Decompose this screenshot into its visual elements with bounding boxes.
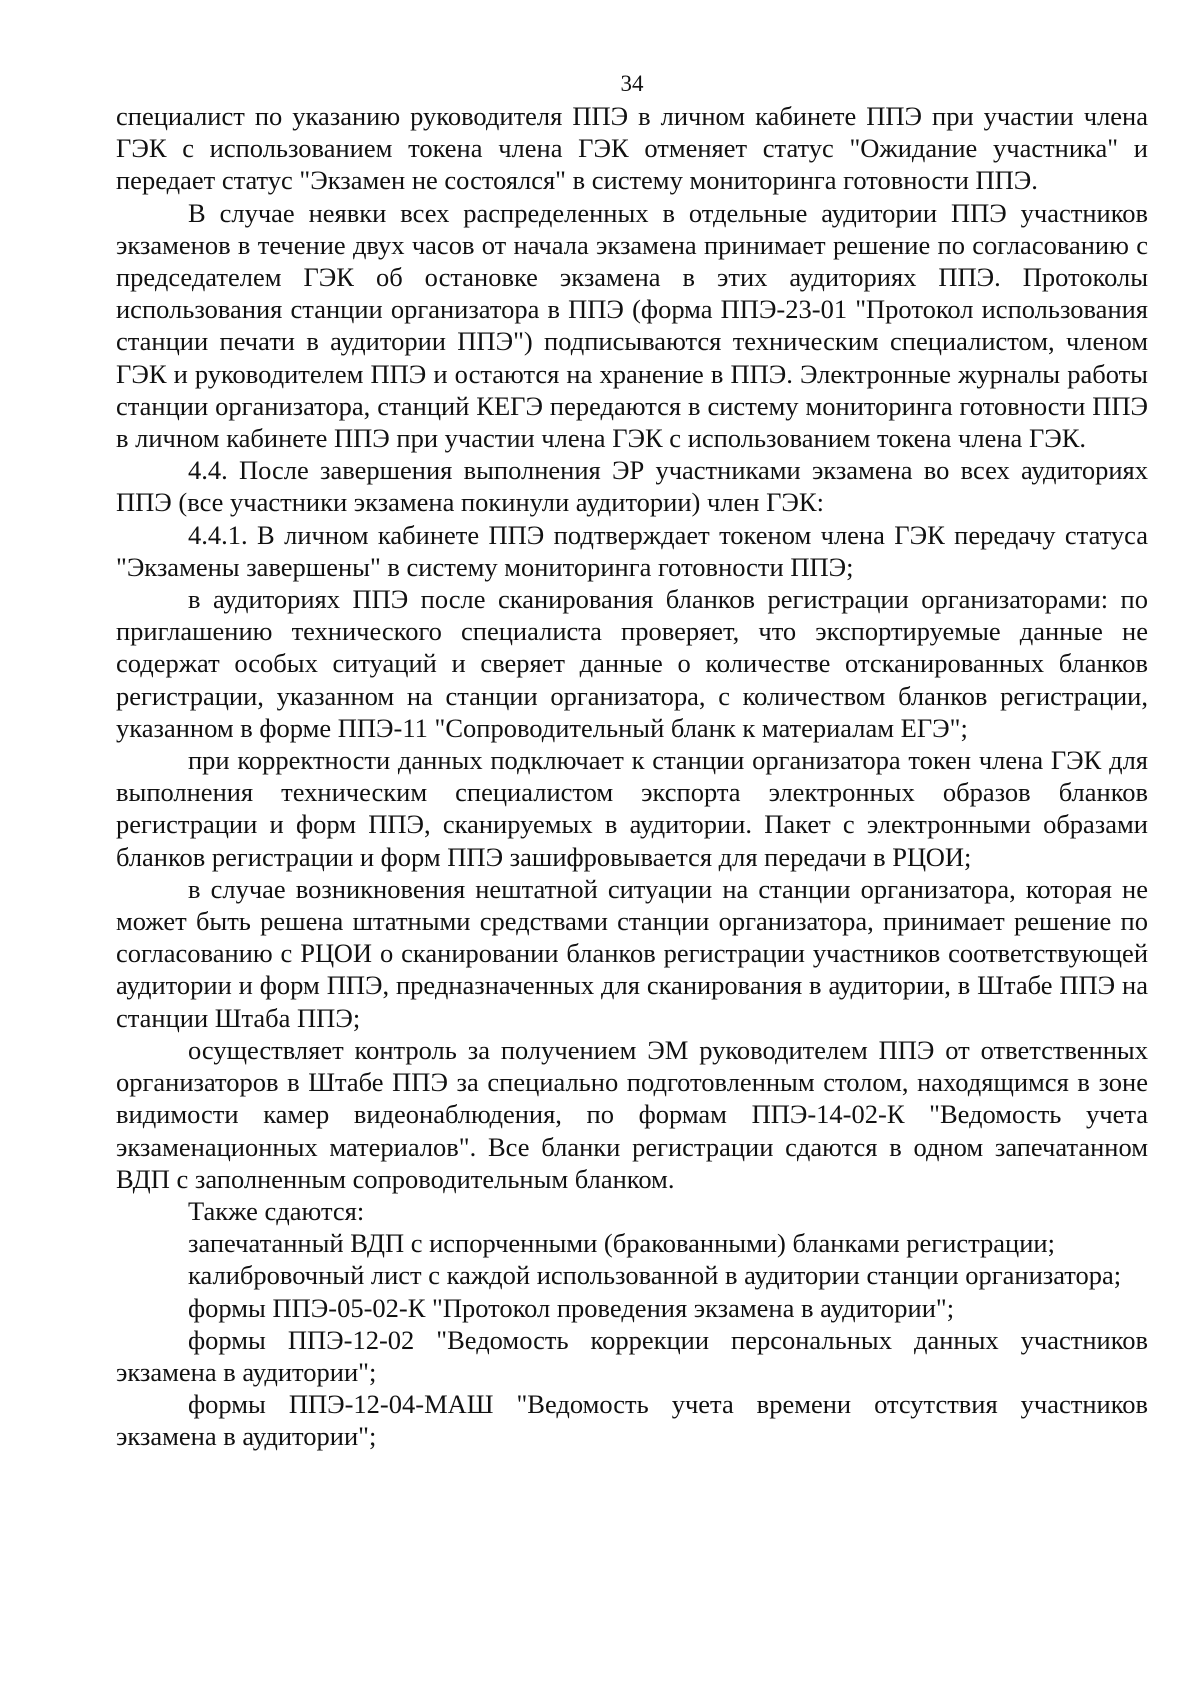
paragraph-8: осуществляет контроль за получением ЭМ руководителем ППЭ от ответственных организаторов в Штабе ППЭ за специально подготовленным столом, находящимся в зоне видимости камер видеонаблюдения, по формам ППЭ-14-02-К "Ведомость учета экзаменационных материалов". Все бланки регистрации сдаются в одном запечатанном ВДП с заполненным сопроводительным бланком. [116,1034,1148,1194]
document-body [116,100,1148,1453]
paragraph-4: 4.4.1. В личном кабинете ППЭ подтверждает токеном члена ГЭК передачу статуса "Экзамены завершены" в систему мониторинга готовности ППЭ; [116,519,1148,582]
paragraph-7: в случае возникновения нештатной ситуации на станции организатора, которая не может быть решена штатными средствами станции организатора, принимает решение по согласованию с РЦОИ о сканировании бланков регистрации участников соответствующей аудитории и форм ППЭ, предназначенных для сканирования в аудитории, в Штабе ППЭ на станции Штаба ППЭ; [116,873,1148,1033]
page-number: 34 [620,71,644,96]
paragraph-9: Также сдаются: [188,1195,365,1226]
paragraph-5: в аудиториях ППЭ после сканирования бланков регистрации организаторами: по приглашению технического специалиста проверяет, что экспортируемые данные не содержат особых ситуаций и сверяет данные о количестве отсканированных бланков регистрации, указанном на станции организатора, с количеством бланков регистрации, указанном в форме ППЭ-11 "Сопроводительный бланк к материалам ЕГЭ"; [116,584,1148,743]
paragraph-1: специалист по указанию руководителя ППЭ в личном кабинете ППЭ при участии члена ГЭК с использованием токена члена ГЭК отменяет статус "Ожидание участника" и передает статус "Экзамен не состоялся" в систему мониторинга готовности ППЭ. [116,101,1148,196]
paragraph-6: при корректности данных подключает к станции организатора токен члена ГЭК для выполнения техническим специалистом экспорта электронных образов бланков регистрации и форм ППЭ, сканируемых в аудитории. Пакет с электронными образами бланков регистрации и форм ППЭ зашифровывается для передачи в РЦОИ; [116,745,1148,872]
paragraph-13: формы ППЭ-12-02 "Ведомость коррекции персональных данных участников экзамена в аудитории"; [116,1324,1148,1387]
paragraph-14: формы ППЭ-12-04-МАШ "Ведомость учета времени отсутствия участников экзамена в аудитории"; [116,1389,1148,1452]
paragraph-2: В случае неявки всех распределенных в отдельные аудитории ППЭ участников экзаменов в течение двух часов от начала экзамена принимает решение по согласованию с председателем ГЭК об остановке экзамена в этих аудиториях ППЭ. Протоколы использования станции организатора в ППЭ (форма ППЭ-23-01 "Протокол использования станции печати в аудитории ППЭ") подписываются техническим специалистом, членом ГЭК и руководителем ППЭ и остаются на хранение в ППЭ. Электронные журналы работы станции организатора, станций КЕГЭ передаются в систему мониторинга готовности ППЭ в личном кабинете ППЭ при участии члена ГЭК с использованием токена члена ГЭК. [116,197,1148,454]
paragraph-3: 4.4. После завершения выполнения ЭР участниками экзамена во всех аудиториях ППЭ (все участники экзамена покинули аудитории) член ГЭК: [116,455,1148,518]
paragraph-10: запечатанный ВДП с испорченными (бракованными) бланками регистрации; [188,1228,1055,1259]
document-page [116,68,1148,1453]
paragraph-12: формы ППЭ-05-02-К "Протокол проведения экзамена в аудитории"; [188,1292,955,1323]
paragraph-11: калибровочный лист с каждой использованной в аудитории станции организатора; [188,1260,1122,1291]
